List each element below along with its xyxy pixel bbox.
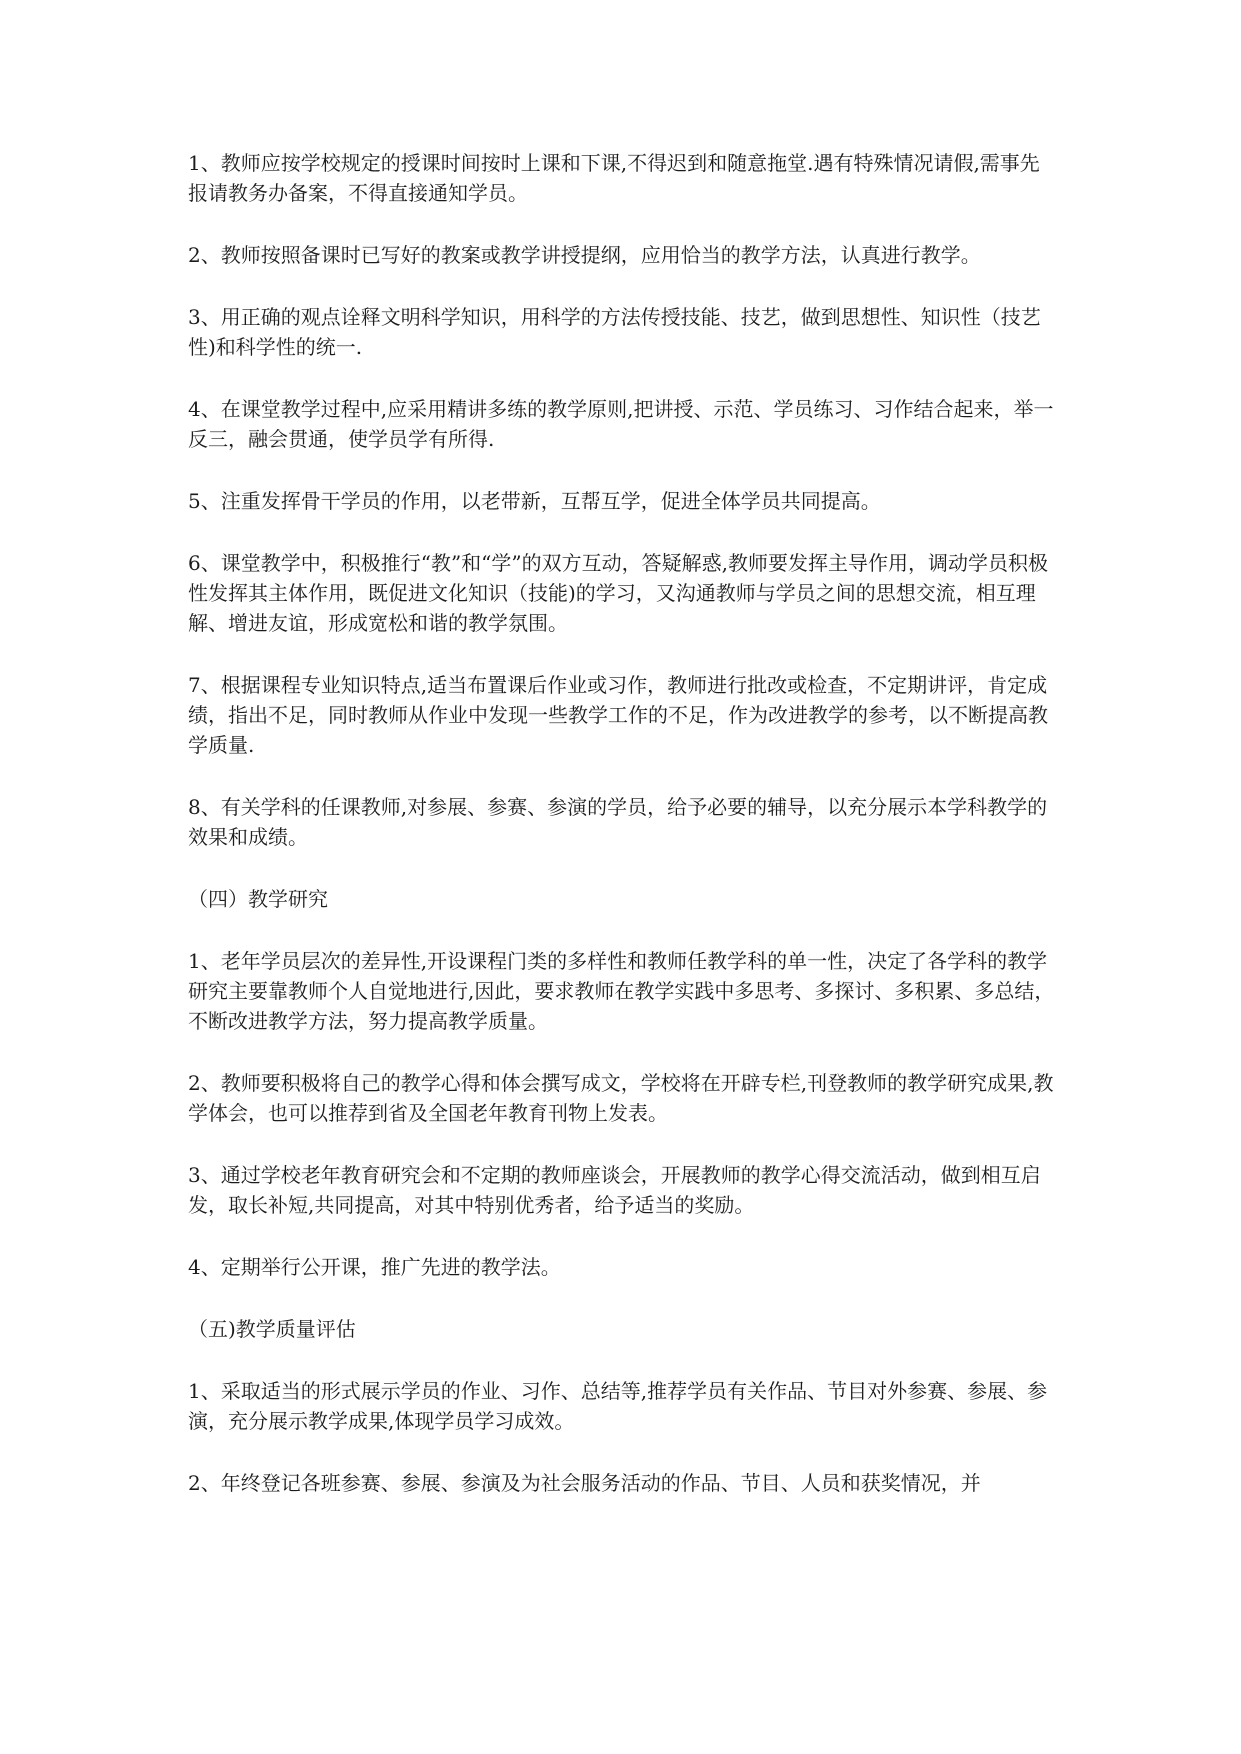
- paragraph-research-4: 4、定期举行公开课，推广先进的教学法。: [188, 1255, 561, 1279]
- paragraph-rule-3-scientific-teaching: 3、用正确的观点诠释文明科学知识，用科学的方法传授技能、技艺，做到思想性、知识性（技艺性)和科学性的统一.: [188, 305, 1041, 359]
- paragraph-rule-4-practice: 4、在课堂教学过程中,应采用精讲多练的教学原则,把讲授、示范、学员练习、习作结合起来，举一反三，融会贯通，使学员学有所得.: [188, 397, 1054, 451]
- paragraph-rule-5-peer-help: 5、注重发挥骨干学员的作用，以老带新，互帮互学，促进全体学员共同提高。: [188, 489, 881, 513]
- paragraph-evaluation-2: 2、年终登记各班参赛、参展、参演及为社会服务活动的作品、节目、人员和获奖情况，并: [188, 1471, 981, 1495]
- paragraph-evaluation-1: 1、采取适当的形式展示学员的作业、习作、总结等,推荐学员有关作品、节目对外参赛、参展、参演，充分展示教学成果,体现学员学习成效。: [188, 1379, 1048, 1433]
- paragraph-rule-2-lesson-plan: 2、教师按照备课时已写好的教案或教学讲授提纲，应用恰当的教学方法，认真进行教学。: [188, 243, 981, 267]
- paragraph-rule-7-homework: 7、根据课程专业知识特点,适当布置课后作业或习作，教师进行批改或检查，不定期讲评，肯定成绩，指出不足，同时教师从作业中发现一些教学工作的不足，作为改进教学的参考，以不断提高教学质量.: [188, 673, 1048, 757]
- paragraph-rule-1-class-schedule: 1、教师应按学校规定的授课时间按时上课和下课,不得迟到和随意拖堂.遇有特殊情况请假,需事先报请教务办备案，不得直接通知学员。: [188, 151, 1040, 205]
- paragraph-rule-6-interaction: 6、课堂教学中，积极推行“教”和“学”的双方互动，答疑解惑,教师要发挥主导作用，调动学员积极性发挥其主体作用，既促进文化知识（技能)的学习，又沟通教师与学员之间的思想交流，相互理解、增进友谊，形成宽松和谐的教学氛围。: [188, 551, 1048, 635]
- paragraph-research-1: 1、老年学员层次的差异性,开设课程门类的多样性和教师任教学科的单一性，决定了各学科的教学研究主要靠教师个人自觉地进行,因此，要求教师在教学实践中多思考、多探讨、多积累、多总结，不断改进教学方法，努力提高教学质量。: [188, 949, 1055, 1033]
- paragraph-research-2: 2、教师要积极将自己的教学心得和体会撰写成文，学校将在开辟专栏,刊登教师的教学研究成果,教学体会，也可以推荐到省及全国老年教育刊物上发表。: [188, 1071, 1054, 1125]
- document-body: [188, 148, 1058, 1530]
- paragraph-research-3: 3、通过学校老年教育研究会和不定期的教师座谈会，开展教师的教学心得交流活动，做到相互启发，取长补短,共同提高，对其中特别优秀者，给予适当的奖励。: [188, 1163, 1041, 1217]
- section-heading-quality-evaluation: （五)教学质量评估: [188, 1317, 356, 1341]
- paragraph-rule-8-competition-guidance: 8、有关学科的任课教师,对参展、参赛、参演的学员，给予必要的辅导，以充分展示本学科教学的效果和成绩。: [188, 795, 1048, 849]
- section-heading-teaching-research: （四）教学研究: [188, 887, 328, 911]
